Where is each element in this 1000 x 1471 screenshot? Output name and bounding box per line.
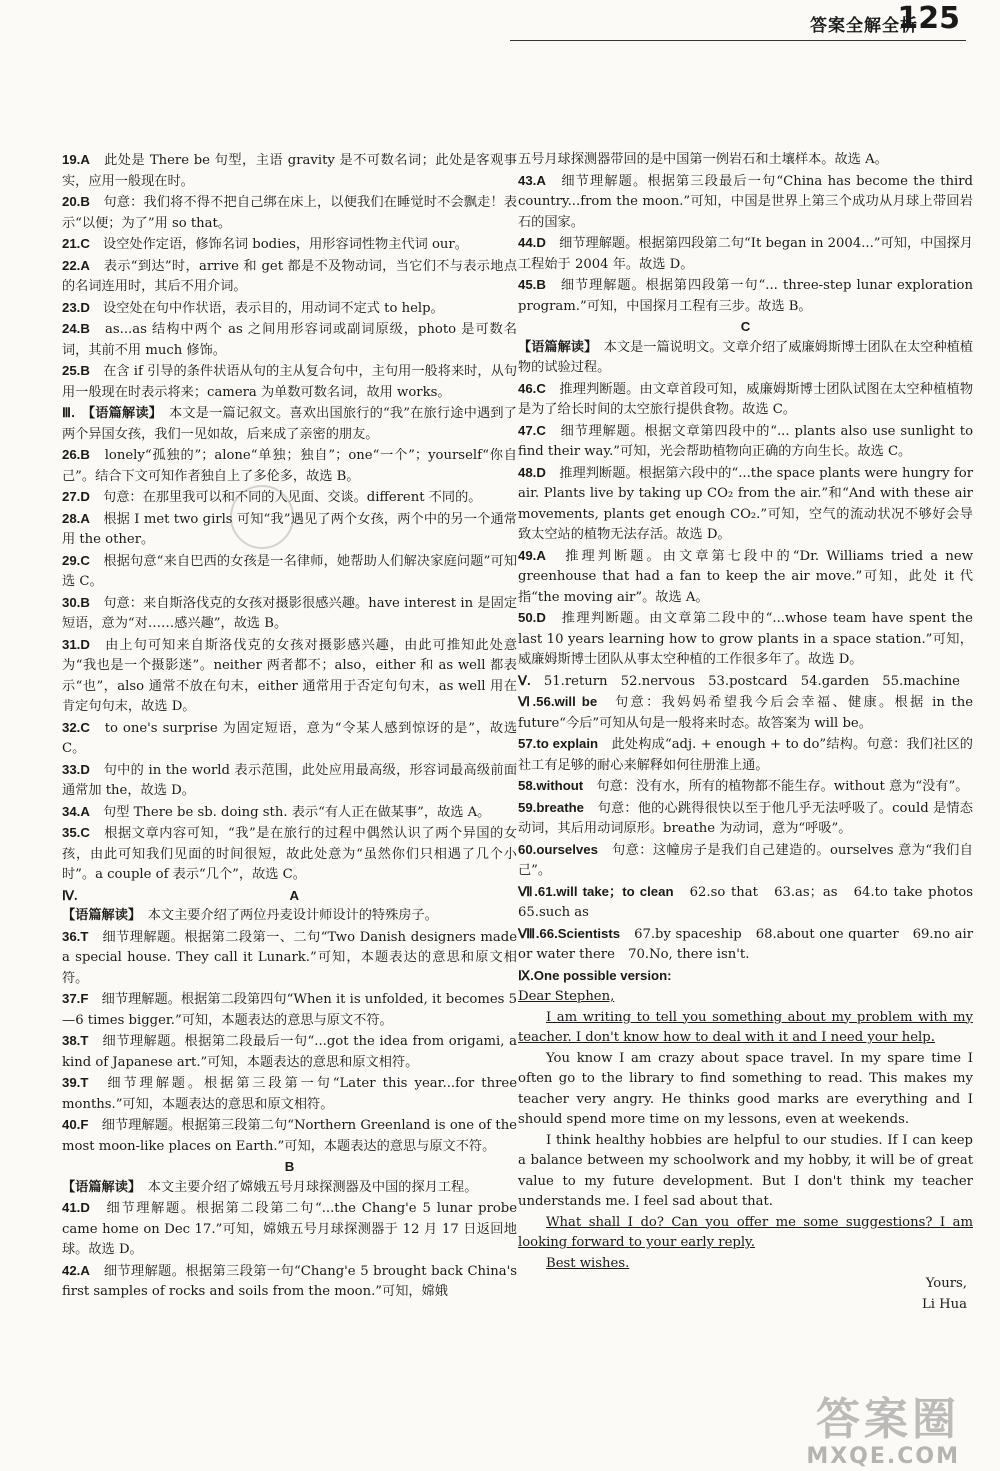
answer-entry <box>518 608 973 671</box>
answer-explanation: 此处是 There be 句型，主语 gravity 是不可数名词；此处是客观事实，应用一般现在时。 <box>62 153 518 189</box>
answer-entry <box>518 692 973 734</box>
answer-number: 59.breathe <box>518 799 584 815</box>
answer-explanation: 句型 There be sb. doing sth. 表示“有人正在做某事”，故选 A。 <box>103 804 491 820</box>
letter-paragraph: I am writing to tell you something about my problem with my teacher. I don't know how to deal with it and I need your help. <box>518 1009 973 1045</box>
page-header <box>0 0 1000 150</box>
answer-entry <box>518 421 973 463</box>
answer-entry <box>62 760 517 802</box>
answer-entry <box>62 1261 517 1303</box>
answer-explanation: 根据句意“来自巴西的女孩是一名律师，她帮助人们解决家庭问题”可知选 C。 <box>62 553 517 589</box>
answer-explanation: 本文主要介绍了两位丹麦设计师设计的特殊房子。 <box>147 908 438 923</box>
answer-number: 34.A <box>62 803 90 819</box>
answer-number: 32.C <box>62 719 90 735</box>
answer-number: 50.D <box>518 610 546 625</box>
answer-number: 21.C <box>62 236 90 251</box>
answer-entry <box>62 718 517 760</box>
answer-number: 57.to explain <box>518 736 599 751</box>
section-heading: C <box>740 319 751 334</box>
answer-explanation: 本文主要介绍了嫦娥五号月球探测器及中国的探月工程。 <box>147 1179 478 1195</box>
answer-number: 33.D <box>62 761 90 777</box>
answer-explanation: 细节理解题。根据第四段第二句“It began in 2004...”可知，中国探月工程始于 2004 年。故选 D。 <box>518 236 973 272</box>
answer-explanation: 细节理解题。根据第二段第二句“...the Chang'e 5 lunar probe came home on Dec 17.”可知，嫦娥五号月球探测器于 12 月 17 日返回地球。故选 D。 <box>62 1201 518 1257</box>
answer-explanation: 细节理解题。根据第二段第一、二句“Two Danish designers made a special house. They call it Lunark.”可知，本题表达的意思和原文相符。 <box>62 929 517 986</box>
answer-number: Ⅲ. <box>62 405 75 420</box>
answer-explanation: 51.return 52.nervous 53.postcard 54.garden 55.machine <box>543 673 960 689</box>
answer-entry <box>518 776 973 798</box>
answer-number: 41.D <box>62 1200 90 1215</box>
watermark-stamp <box>230 485 294 549</box>
header-rule <box>510 40 966 41</box>
answer-explanation: 推理判断题。由文章首段可知，威廉姆斯博士团队试图在太空种植植物是为了给长时间的太空旅行提供食物。故选 C。 <box>518 381 974 417</box>
answer-entry <box>518 966 973 988</box>
answer-explanation: 此处构成“adj. + enough + to do”结构。句意：我们社区的社工有足够的耐心来解释如何往册淮上通。 <box>518 737 973 773</box>
answer-explanation: 由上句可知来自斯洛伐克的女孩对摄影感兴趣，由此可推知此处意为“我也是一个摄影迷”。neither 两者都不；also，either 和 as well 都表示“也”，also 通常不放在句末，either 通常用于否定句句末，as well 用在肯定句句末，故选 D。 <box>62 637 518 714</box>
answer-number: 28.A <box>62 510 90 526</box>
answer-explanation: 设空处作定语，修饰名词 bodies，用形容词性物主代词 our。 <box>103 237 468 252</box>
answer-entry <box>62 445 517 487</box>
section-roman: Ⅳ. <box>62 887 78 903</box>
answer-explanation: lonely“孤独的”；alone“单独；独自”；one“一个”；yourself“你自己”。结合下文可知作者独自上了多伦多，故选 B。 <box>62 448 517 484</box>
answer-entry <box>518 924 973 966</box>
answer-explanation: 五号月球探测器带回的是中国第一例岩石和土壤样本。故选 A。 <box>518 152 888 167</box>
answer-number: 35.C <box>62 825 90 840</box>
answer-explanation: 表示“到达”时，arrive 和 get 都是不及物动词，当它们不与表示地点的名词连用时，其后不用介词。 <box>62 258 518 294</box>
answer-explanation: 根据 I met two girls 可知“我”遇见了两个女孩，两个中的另一个通常用 the other。 <box>62 511 517 547</box>
answer-explanation: as...as 结构中两个 as 之间用形容词或副词原级，photo 是可数名词，其前不用 much 修饰。 <box>62 322 517 358</box>
answer-explanation: 句意：这幢房子是我们自己建造的。ourselves 意为“我们自己”。 <box>518 842 973 878</box>
answer-explanation: 设空处在句中作状语，表示目的，用动词不定式 to help。 <box>103 300 444 316</box>
answer-entry <box>518 734 973 776</box>
passage-analysis-tag: 【语篇解读】 <box>62 908 135 923</box>
answer-entry <box>518 233 973 275</box>
answer-number: Ⅷ.66.Scientists <box>518 925 621 941</box>
answer-explanation: 在含 if 引导的条件状语从句的主从复合句中，主句用一般将来时，从句用一般现在时表示将来；camera 为单数可数名词，故用 works。 <box>62 364 518 400</box>
answer-number: 37.F <box>62 991 89 1006</box>
answer-number: 43.A <box>518 172 546 188</box>
answer-number: 23.D <box>62 299 90 315</box>
header-title: 答案全解全析 <box>810 16 918 36</box>
answer-explanation: 本文是一篇记叙文。喜欢出国旅行的“我”在旅行途中遇到了两个异国女孩，我们一见如故，后来成了亲密的朋友。 <box>62 406 517 442</box>
answer-entry <box>62 298 517 320</box>
answer-explanation: 句意：他的心跳得很快以至于他几乎无法呼吸了。could 是情态动词，其后用动词原形。breathe 为动词，意为“呼吸”。 <box>518 800 973 836</box>
answer-explanation: 推理判断题。由文章第二段中的“...whose team have spent the last 10 years learning how to grow plants in a space station.”可知，威廉姆斯博士团队从事太空种植的工作很多年了。故选 D。 <box>518 611 973 667</box>
answer-entry <box>62 906 517 927</box>
answer-entry <box>62 635 517 718</box>
answer-number: 42.A <box>62 1262 90 1278</box>
answer-number: Ⅶ.61.will take；to clean <box>518 883 674 899</box>
answer-entry <box>62 989 517 1031</box>
answer-entry <box>518 671 973 693</box>
answer-explanation: 细节理解题。根据第三段第一句“Later this year...for three months.”可知，本题表达的意思和原文相符。 <box>62 1076 518 1112</box>
letter-paragraph: What shall I do? Can you offer me some suggestions? I am looking forward to your early reply. <box>518 1214 973 1250</box>
answer-number: 49.A <box>518 547 546 563</box>
answer-number: 31.D <box>62 636 90 652</box>
answer-entry <box>62 1178 517 1199</box>
letter-sign-off: Yours, <box>925 1276 967 1291</box>
answer-explanation: 句意：没有水，所有的植物都不能生存。without 意为“没有”。 <box>596 779 969 794</box>
answer-number: 24.B <box>62 321 90 336</box>
answer-number: Ⅵ.56.will be <box>518 694 598 709</box>
answer-number: 45.B <box>518 277 546 292</box>
left-column <box>62 150 517 1303</box>
answer-number: 27.D <box>62 489 90 504</box>
answer-explanation: 细节理解题。根据第二段第四句“When it is unfolded, it becomes 5—6 times bigger.”可知，本题表达的意思与原文不符。 <box>62 992 518 1028</box>
answer-number: 38.T <box>62 1033 89 1048</box>
letter-signature: Li Hua <box>921 1296 967 1312</box>
answer-explanation: 62.so that 63.as；as 64.to take photos 65.such as <box>518 884 987 920</box>
answer-entry <box>62 150 517 192</box>
watermark-url: MXQE.COM <box>806 1444 960 1469</box>
answer-number: 22.A <box>62 257 90 273</box>
answer-explanation: 细节理解题。根据文章第四段中的“... plants also use sunlight to find their way.”可知，光会帮助植物向正确的方向生长。故选 C。 <box>518 423 974 459</box>
answer-explanation: to one's surprise 为固定短语，意为“令某人感到惊讶的是”，故选 C。 <box>62 720 518 756</box>
answer-number: 40.F <box>62 1117 89 1132</box>
answer-entry <box>518 338 973 379</box>
answer-entry <box>518 150 973 171</box>
answer-explanation: 句意：我妈妈希望我今后会幸福、健康。根据 in the future“今后”可知从句是一般将来时态。故答案为 will be。 <box>518 695 973 731</box>
answer-entry <box>62 1031 517 1073</box>
answer-number: 39.T <box>62 1075 89 1090</box>
passage-analysis-tag: 【语篇解读】 <box>518 339 591 355</box>
answer-entry <box>62 234 517 256</box>
answer-number: 30.B <box>62 594 90 610</box>
answer-explanation: 句中的 in the world 表示范围，此处应用最高级，形容词最高级前面通常加 the，故选 D。 <box>62 762 518 798</box>
answer-entry <box>62 1198 517 1261</box>
answer-explanation: 细节理解题。根据第三段最后一句“China has become the third country...from the moon.”可知，中国是世界上第三个成功从月球上带回岩石的国家。 <box>518 173 973 230</box>
answer-entry <box>62 927 517 990</box>
answer-number: 44.D <box>518 235 546 250</box>
answer-entry <box>518 840 973 882</box>
answer-entry <box>518 546 973 609</box>
answer-explanation: 细节理解题。根据第三段第一句“Chang'e 5 brought back China's first samples of rocks and soils from the moon.”可知，嫦娥 <box>62 1263 517 1299</box>
answer-number: 36.T <box>62 928 89 944</box>
answer-explanation: 推理判断题。由文章第七段中的“Dr. Williams tried a new greenhouse that had a fan to keep the air move.”可知，此处 it 代指“the moving air”。故选 A。 <box>518 548 973 605</box>
answer-number: 48.D <box>518 464 546 480</box>
answer-explanation: 句意：来自斯洛伐克的女孩对摄影很感兴趣。have interest in 是固定短语，意为“对……感兴趣”，故选 B。 <box>62 595 518 631</box>
answer-number: 46.C <box>518 380 546 396</box>
letter-paragraph: You know I am crazy about space travel. In my spare time I often go to the library to find something to read. This makes my teacher very angry. He thinks good marks are everything and I should spend more time on my lessons, even at weekends. <box>518 1050 973 1127</box>
answer-entry <box>518 171 973 234</box>
answer-number: 29.C <box>62 552 90 568</box>
answer-explanation: 根据文章内容可知，“我”是在旅行的过程中偶然认识了两个异国的女孩，由此可知我们见面的时间很短，故此处意为“虽然你们只相遇了几个小时”。a couple of 表示“几个”，故选 C。 <box>62 826 518 882</box>
answer-entry <box>62 551 517 593</box>
letter-salutation: Dear Stephen, <box>518 989 615 1004</box>
answer-explanation: 句意：在那里我可以和不同的人见面、交谈。different 不同的。 <box>103 490 482 505</box>
letter-paragraph: I think healthy hobbies are helpful to our studies. If I can keep a balance between my schoolwork and my hobby, it will be of great value to my future development. But I don't think my teacher understands me. I feel sad about that. <box>518 1132 973 1209</box>
answer-entry <box>518 275 973 317</box>
letter-closing: Best wishes. <box>546 1255 630 1271</box>
answer-entry <box>62 192 517 234</box>
answer-entry <box>518 463 973 546</box>
answer-entry <box>62 361 517 403</box>
answer-explanation: 细节理解题。根据第四段第一句“... three-step lunar exploration program.”可知，中国探月工程有三步。故选 B。 <box>518 278 973 314</box>
answer-number: 20.B <box>62 194 90 209</box>
answer-entry <box>62 593 517 635</box>
answer-number: 19.A <box>62 152 90 167</box>
right-column <box>518 150 987 1315</box>
answer-entry <box>62 256 517 298</box>
answer-explanation: 本文是一篇说明文。文章介绍了威廉姆斯博士团队在太空种植植物的试验过程。 <box>518 339 974 375</box>
section-letter: A <box>289 887 300 903</box>
answer-number: Ⅴ. <box>518 672 531 688</box>
page-number: 125 <box>897 1 960 36</box>
answer-entry <box>62 403 517 445</box>
answer-entry <box>62 1073 517 1115</box>
answer-explanation: 推理判断题。根据第六段中的“...the space plants were hungry for air. Plants live by taking up CO₂ from the air.”和“And with these air movements, plants get enough CO₂.”可知，空气的流动状况不够好会导致太空站的植物无法存活。故选 D。 <box>518 465 974 542</box>
passage-analysis-tag: 【语篇解读】 <box>62 1179 135 1195</box>
answer-entry <box>518 882 987 924</box>
answer-entry <box>62 319 517 361</box>
passage-analysis-tag: 【语篇解读】 <box>88 406 156 421</box>
answer-number: 60.ourselves <box>518 841 598 857</box>
answer-number: 58.without <box>518 778 584 793</box>
answer-number: 25.B <box>62 363 90 378</box>
answer-explanation: 细节理解题。根据第三段第二句“Northern Greenland is one of the most moon-like places on Earth.”可知，本题表达的意思与原文不符。 <box>62 1118 517 1154</box>
answer-entry <box>62 1115 517 1157</box>
answer-explanation: 67.by spaceship 68.about one quarter 69.no air or water there 70.No, there isn't. <box>518 926 974 962</box>
answer-entry <box>62 802 517 824</box>
answer-number: 26.B <box>62 447 90 462</box>
answer-number: Ⅸ.One possible version: <box>518 967 672 983</box>
answer-explanation: 细节理解题。根据第二段最后一句“...got the idea from origami, a kind of Japanese art.”可知，本题表达的意思和原文相符。 <box>62 1034 517 1070</box>
answer-entry <box>518 379 973 421</box>
watermark-logo: 答案圈 <box>816 1394 960 1445</box>
section-heading: B <box>284 1159 295 1174</box>
answer-number: 47.C <box>518 422 546 438</box>
answer-explanation: 句意：我们将不得不把自己绑在床上，以便我们在睡觉时不会飘走！表示“以便；为了”用 so that。 <box>62 195 518 231</box>
answer-entry <box>518 798 973 840</box>
section-heading <box>62 886 517 907</box>
answer-entry <box>62 823 517 886</box>
